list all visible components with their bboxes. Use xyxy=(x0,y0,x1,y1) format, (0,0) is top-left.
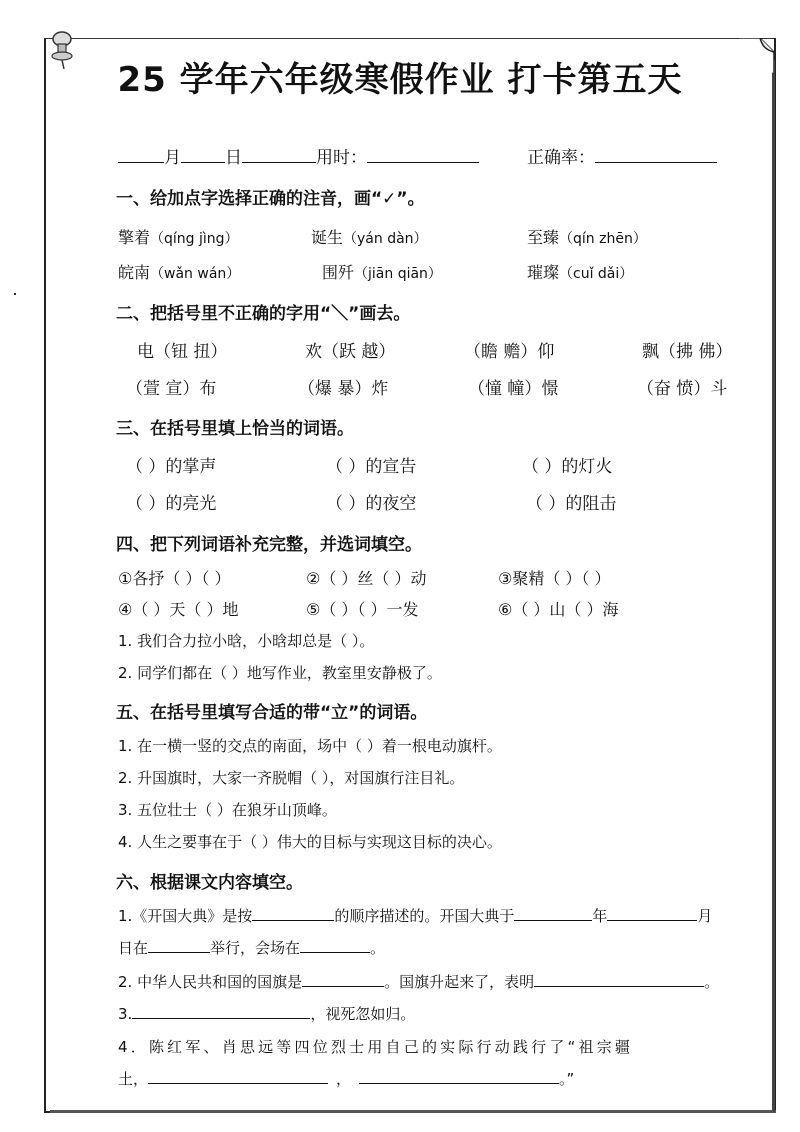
scan-speck xyxy=(14,293,16,295)
s6-q4-text: 。” xyxy=(559,1070,575,1088)
paper-shadow-bottom xyxy=(50,1110,776,1113)
accuracy-label: 正确率： xyxy=(527,148,595,168)
s6-q4-text: ， xyxy=(336,1070,352,1088)
time-blank[interactable] xyxy=(367,145,479,163)
s6-q1-blank-venue[interactable] xyxy=(300,937,370,953)
s4-idiom[interactable]: ③聚精（ ）（ ） xyxy=(498,569,611,588)
s3-item[interactable]: （ ）的掌声 xyxy=(126,457,217,477)
s6-question-1-line-1 xyxy=(118,905,712,926)
s1-item-3 xyxy=(527,225,647,248)
s3-item[interactable]: （ ）的阻击 xyxy=(526,494,617,514)
s6-q2-blank-meaning[interactable] xyxy=(534,971,704,987)
s2-item[interactable]: 飘（拂 佛） xyxy=(642,342,733,362)
s5-question-4[interactable]: 4. 人生之要事在于（ ）伟大的目标与实现这目标的决心。 xyxy=(118,833,502,851)
s6-q1-text: 的顺序描述的。开国大典于 xyxy=(334,907,515,925)
s1-options[interactable]: （cuǐ dǎi） xyxy=(559,266,634,282)
day-label: 日 xyxy=(225,148,242,168)
s1-item-5 xyxy=(322,260,442,283)
page-title: 25 学年六年级寒假作业 打卡第五天 xyxy=(117,60,683,100)
s6-q1-blank-month[interactable] xyxy=(607,905,697,921)
s4-idiom[interactable]: ⑤（ ）（ ）一发 xyxy=(306,600,419,619)
s6-q1-blank-order[interactable] xyxy=(252,905,334,921)
s5-question-1[interactable]: 1. 在一横一竖的交点的南面，场中（ ）着一根电动旗杆。 xyxy=(118,737,502,755)
s1-options[interactable]: （qín zhēn） xyxy=(559,231,647,247)
s1-item-2 xyxy=(311,225,428,248)
accuracy-blank[interactable] xyxy=(595,145,717,163)
day-extra-blank[interactable] xyxy=(242,145,316,163)
section-4-heading: 四、把下列词语补充完整，并选词填空。 xyxy=(116,535,422,555)
s1-item-1 xyxy=(118,225,239,248)
s3-item[interactable]: （ ）的夜空 xyxy=(326,494,417,514)
s6-q1-text: 年 xyxy=(592,907,608,925)
s6-q2-blank-flag[interactable] xyxy=(302,971,384,987)
section-5-heading: 五、在括号里填写合适的带“立”的词语。 xyxy=(116,703,428,723)
month-blank[interactable] xyxy=(118,145,164,163)
s6-q3-blank[interactable] xyxy=(132,1003,310,1019)
s1-word: 至臻 xyxy=(527,228,560,247)
s6-q3-text: ，视死忽如归。 xyxy=(310,1005,416,1023)
section-6-heading: 六、根据课文内容填空。 xyxy=(116,873,303,893)
s6-question-4-line-1: 4．陈红军、肖思远等四位烈士用自己的实际行动践行了“祖宗疆 xyxy=(118,1038,634,1056)
accuracy-row xyxy=(527,143,717,168)
s5-question-2[interactable]: 2. 升国旗时，大家一齐脱帽（ ），对国旗行注目礼。 xyxy=(118,769,465,787)
s6-q1-blank-day[interactable] xyxy=(148,937,210,953)
s6-q1-blank-year[interactable] xyxy=(514,905,592,921)
s2-item[interactable]: （萱 宣）布 xyxy=(126,379,217,399)
s1-word: 璀璨 xyxy=(527,263,560,282)
s6-q2-text: 2. 中华人民共和国的国旗是 xyxy=(118,973,303,991)
s2-item[interactable]: （奋 愤）斗 xyxy=(637,379,728,399)
s6-q4-blank-2[interactable] xyxy=(359,1068,559,1084)
section-2-heading: 二、把括号里不正确的字用“＼”画去。 xyxy=(116,304,411,324)
day-blank[interactable] xyxy=(181,145,225,163)
s3-item[interactable]: （ ）的亮光 xyxy=(126,494,217,514)
s5-question-3[interactable]: 3. 五位壮士（ ）在狼牙山顶峰。 xyxy=(118,801,337,819)
s3-item[interactable]: （ ）的宣告 xyxy=(326,457,417,477)
s2-item[interactable]: （瞻 赡）仰 xyxy=(464,342,555,362)
section-1-heading: 一、给加点字选择正确的注音，画“✓”。 xyxy=(116,189,425,209)
s1-word: 诞生 xyxy=(311,228,344,247)
s4-idiom[interactable]: ④（ ）天（ ）地 xyxy=(118,600,239,619)
s2-item[interactable]: 欢（跃 越） xyxy=(305,342,396,362)
s6-question-4-line-2 xyxy=(118,1068,574,1089)
s1-options[interactable]: （wǎn wán） xyxy=(150,266,241,282)
s6-q1-text: 1.《开国大典》是按 xyxy=(118,907,253,925)
time-label: 用时： xyxy=(316,148,367,168)
s6-q2-text: 。国旗升起来了，表明 xyxy=(384,973,535,991)
s6-question-1-line-2 xyxy=(118,937,385,958)
s6-q4-blank-1[interactable] xyxy=(148,1068,328,1084)
s1-item-6 xyxy=(527,260,633,283)
s6-q3-text: 3. xyxy=(118,1005,133,1023)
s6-q1-text: 月 xyxy=(697,907,713,925)
s1-options[interactable]: （yán dàn） xyxy=(343,231,428,247)
s4-question-2[interactable]: 2. 同学们都在（ ）地写作业，教室里安静极了。 xyxy=(118,664,442,682)
s2-item[interactable]: （爆 暴）炸 xyxy=(298,379,389,399)
s2-item[interactable]: 电（钮 扭） xyxy=(137,342,228,362)
s6-q1-text: 举行，会场在 xyxy=(210,939,301,957)
s6-q1-text: 。 xyxy=(370,939,386,957)
s6-q1-text: 日在 xyxy=(118,939,149,957)
s6-q4-text: 土， xyxy=(118,1070,149,1088)
s6-question-2 xyxy=(118,971,719,992)
s3-item[interactable]: （ ）的灯火 xyxy=(522,457,613,477)
s1-word: 皖南 xyxy=(118,263,151,282)
s4-question-1[interactable]: 1. 我们合力拉小晗，小晗却总是（ ）。 xyxy=(118,632,375,650)
s4-idiom[interactable]: ②（ ）丝（ ）动 xyxy=(306,569,427,588)
s4-idiom[interactable]: ⑥（ ）山（ ）海 xyxy=(498,600,619,619)
s2-item[interactable]: （憧 幢）憬 xyxy=(468,379,559,399)
month-label: 月 xyxy=(164,148,181,168)
date-time-row xyxy=(118,143,479,168)
s1-word: 围歼 xyxy=(322,263,355,282)
s6-question-3 xyxy=(118,1003,415,1024)
section-3-heading: 三、在括号里填上恰当的词语。 xyxy=(116,419,354,439)
paper-shadow-right xyxy=(772,60,775,1112)
s1-word: 擎着 xyxy=(118,228,151,247)
s1-options[interactable]: （qíng jìng） xyxy=(150,231,239,247)
s1-options[interactable]: （jiān qiān） xyxy=(354,266,442,282)
s4-idiom[interactable]: ①各抒（ ）（ ） xyxy=(118,569,231,588)
s6-q2-text: 。 xyxy=(704,973,720,991)
s1-item-4 xyxy=(118,260,240,283)
